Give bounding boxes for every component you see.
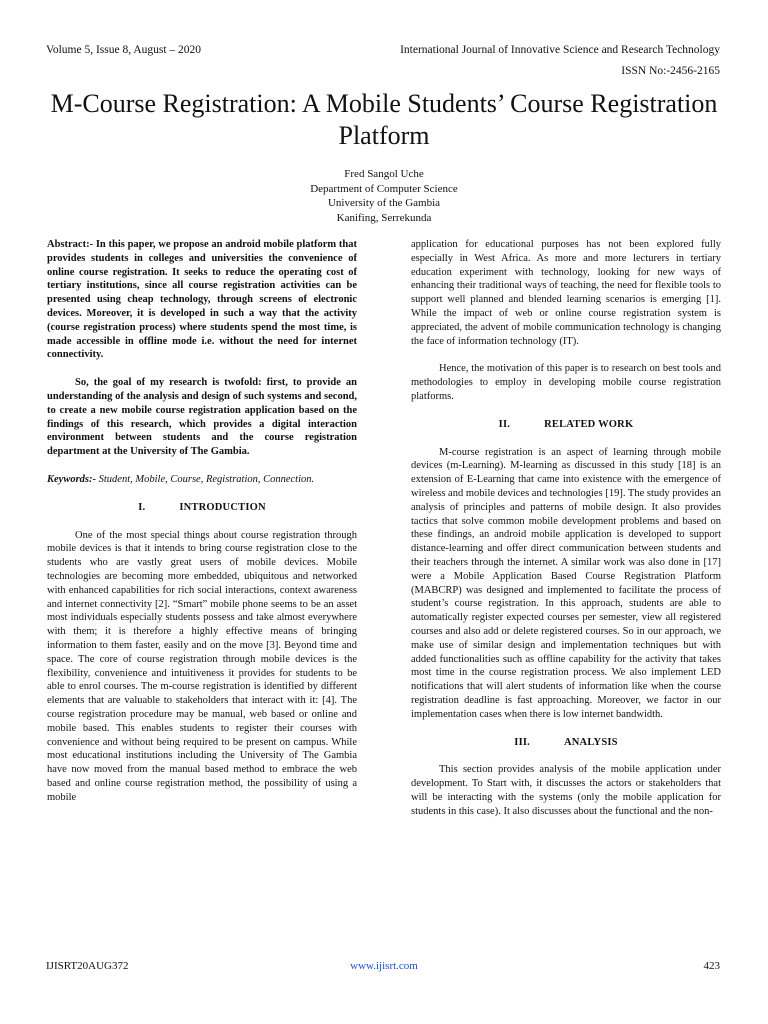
introduction-paragraph: One of the most special things about course registration through mobile devices is that it intends to bring course registration close to the students who are vastly great users of mobile devices. Mobile technologies are becoming more embedded, ubiquitous and networked with enhanced capabilities for rich social interactions, context awareness and internet connectivity [2]. “Smart” mobile phone seems to be an asset most individuals especially students possess and take almost everywhere with them; it is therefore a highly effective means of bringing information to them faster, easily and on the move [3]. Beyond time and space. The core of course registration through mobile devices is the flexibility, convenience and intuitiveness it provides for students to be able to enrol courses. The m-course registration is identified by different elements that are valuable to stakeholders that interact with it: [4]. The course registration procedure may be manual, web based or online and mobile based. This enables students to register their courses with convenience and without being required to be present on campus. While most educational institutions including the University of The Gambia have now moved from the manual based method to embrace the web based and online course registration method, the possibility of using a mobile <box>47 529 357 803</box>
section-number: III. <box>514 736 530 748</box>
keywords-list: Student, Mobile, Course, Registration, Connection. <box>98 473 315 485</box>
header-issn: ISSN No:-2456-2165 <box>621 65 720 77</box>
section-heading-related-work <box>411 418 721 432</box>
section-title: RELATED WORK <box>544 418 634 430</box>
section-title: ANALYSIS <box>563 736 618 748</box>
author-name: Fred Sangol Uche <box>344 168 424 180</box>
paper-title: M-Course Registration: A Mobile Students’ Course Registration Platform <box>50 89 718 150</box>
author-university: University of the Gambia <box>327 197 441 209</box>
keywords-label: Keywords:- <box>47 473 96 485</box>
section-heading-introduction <box>47 501 357 515</box>
left-column <box>47 238 357 804</box>
footer-website-link[interactable]: www.ijisrt.com <box>350 960 418 972</box>
introduction-continued-paragraph: application for educational purposes has not been explored fully especially in West Africa. As more and more lecturers in tertiary education experiment with technology, looking for new ways of enhancing their traditional ways of teaching, the need for flexible tools to support well planned and blended learning scenarios is emerging [1]. While the impact of web or online course registration system is appreciated, the advent of mobile communication technology is changing the face of information technology (IT). <box>411 239 721 347</box>
footer-page-number: 423 <box>703 960 720 972</box>
abstract-paragraph: Abstract:- In this paper, we propose an android mobile platform that provides students in colleges and universities the convenience of online course registration. It seeks to reduce the operating cost of tertiary institutions, since all course registration activities can be presented using cheap technology, through screens of electronic devices. Moreover, it is developed in such a way that the activity (course registration process) where students spend the most time, is made accessible in offline mode i.e. without the need for internet connectivity. <box>47 239 357 361</box>
author-department: Department of Computer Science <box>310 182 458 195</box>
section-title: INTRODUCTION <box>179 501 266 513</box>
analysis-paragraph: This section provides analysis of the mobile application under development. To Start with, it discusses the actors or stakeholders that will be interacting with the systems (only the mobile application for students in this case). It also discusses about the functional and the non- <box>411 764 721 817</box>
header-journal: International Journal of Innovative Science and Research Technology <box>400 44 720 56</box>
header-volume: Volume 5, Issue 8, August – 2020 <box>46 44 202 56</box>
right-column <box>411 238 721 818</box>
section-number: II. <box>498 418 511 430</box>
footer-paper-id: IJISRT20AUG372 <box>46 960 129 972</box>
section-number: I. <box>138 501 146 513</box>
author-block <box>184 167 584 225</box>
author-location: Kanifing, Serrekunda <box>336 211 432 224</box>
related-work-paragraph: M-course registration is an aspect of learning through mobile devices (m-Learning). M-learning as discussed in this study [18] is an extension of E-Learning that came into existence with the emergence of wireless and mobile devices and technologies [19]. The study provides an analysis of principles and patterns of mobile design. It also provides tactics that solve common mobile development problems and based on these findings, an android mobile application is developed to support distance-learning and offer direct communication between students and their teachers through the internet. A similar work was also done in [17] were a Mobile Application Based Course Registration Platform (MABCRP) was designed and implemented to facilitate the process of student’s course registration. In this approach, students are able to automatically register expected courses per semester, view all registered courses and also add or delete registered courses. So in our approach, we make use of similar design and implementation techniques but with added functionalities such as offline capability for the activity that takes most time in the course registration process. We also implement LED notifications that will alert students of information like when the course registration deadline is fast approaching. Moreover, we factor in our implementation cases when there is low internet bandwidth. <box>411 446 721 720</box>
abstract-goal-paragraph: So, the goal of my research is twofold: first, to provide an understanding of the analysis and design of such systems and second, to create a new mobile course registration application based on the findings of this research, which provides a digital interaction environment between students and the course registration department at the University of The Gambia. <box>47 377 357 458</box>
motivation-paragraph: Hence, the motivation of this paper is to research on best tools and methodologies to employ in developing mobile course registration platforms. <box>411 363 721 402</box>
section-heading-analysis <box>411 736 721 750</box>
keywords <box>47 473 357 487</box>
